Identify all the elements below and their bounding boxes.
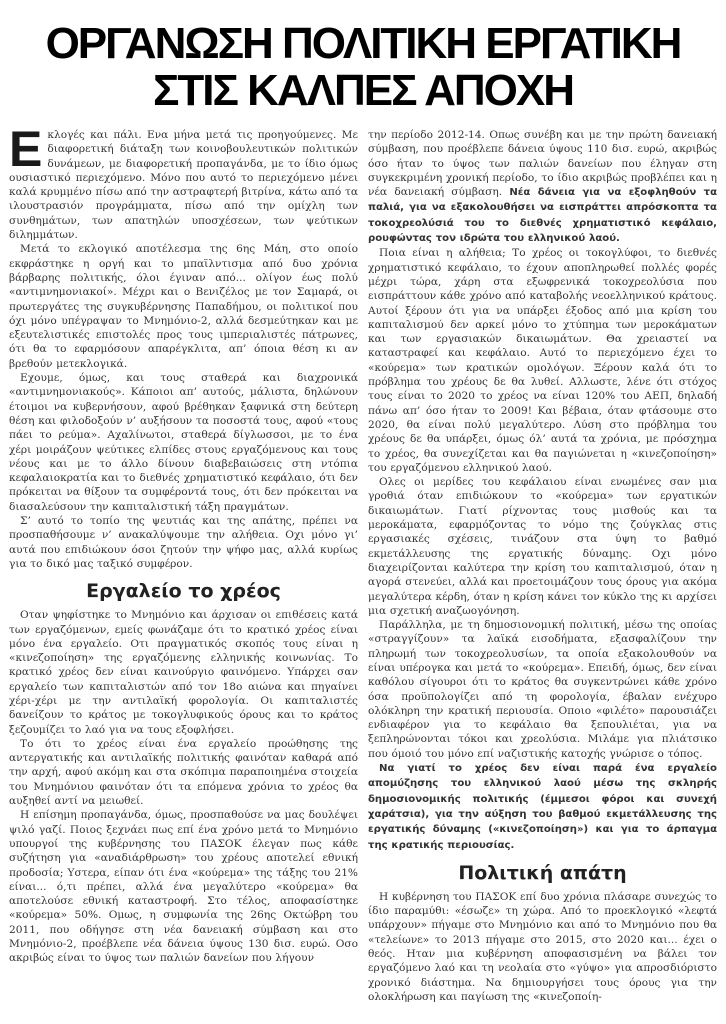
paragraph — [368, 246, 717, 475]
body-text: Το ότι το χρέος είναι ένα εργαλείο προώθησης της αντεργατικής και αντιλαϊκής πολιτικής φαινόταν καθαρά από την αρχή, αφού ακόμη και στα σκόπιμα παραποιημένα στοιχεία του Μνημόνιου φαινόταν ότι τα επόμενα χρόνια το χρέος θα αυξηθεί αντί να μειωθεί. — [9, 737, 358, 808]
paragraph — [368, 890, 717, 1004]
emphasis-text: Να γιατί το χρέος δεν είναι παρά ένα εργαλείο απομύζησης του ελληνικού λαού μέσω της σκληρής δημοσιονομικής πολιτικής (έμμεσοι φόροι και συνεχή χαράτσια), για την αύξηση του βαθμού εκμετάλλευσης της εργατικής δύναμης («κινεζοποίηση») και για το άρπαγμα της κρατικής περιουσίας. — [368, 763, 717, 851]
paragraph — [9, 121, 358, 242]
paragraph — [368, 761, 717, 853]
headline-line-2: ΣΤΙΣ ΚΑΛΠΕΣ ΑΠΟΧΗ — [152, 66, 574, 115]
paragraph — [9, 737, 358, 808]
body-text: κλογές και πάλι. Ενα μήνα μετά τις προηγούμενες. Με διαφορετική διάταξη των κοινοβουλευτικών πολιτικών δυνάμεων, με διαφορετική προπαγάνδα, με το ίδιο όμως ουσιαστικό περιεχόμενο. Μόνο που αυτό το περιεχόμενο μένει καλά κρυμμένο πίσω από την αστραφτερή βιτρίνα, κάτω από τα ιλουστρασιόν προγράμματα, πίσω από την ομίχλη των συνθημάτων, των απατηλών υποσχέσεων, των ψεύτικων διλημμάτων. — [9, 129, 358, 242]
body-text: Μετά το εκλογικό αποτέλεσμα της 6ης Μάη, στο οποίο εκφράστηκε η οργή και το μπαϊλντισμα από δυο χρόνια βάρβαρης πολιτικής, όλοι έγιναν από... ολίγον έως πολύ «αντιμνημονιακοί». Μέχρι και ο Βενιζέλος με τον Σαμαρά, οι πρωτεργάτες της συγκυβέρνησης Παπαδήμου, οι πολιτικοί που όχι μόνο υπέγραψαν το Μνημόνιο-2, αλλά δεσμεύτηκαν και με εξευτελιστικές επιστολές προς τους ιμπεριαλιστές πάτρωνες, ότι θα το εφαρμόσουν απαρέγκλιτα, απ’ όποια θέση κι αν βρεθούν μετεκλογικά. — [9, 243, 358, 370]
article-body — [9, 121, 718, 1004]
body-text: Ποια είναι η αλήθεια; Το χρέος οι τοκογλύφοι, το διεθνές χρηματιστικό κεφάλαιο, το έχουν αποπληρωθεί πολλές φορές μέχρι τώρα, χάρη στα εξωφρενικά τοκοχρεολύσια που εισπράττουν κάθε χρόνο από καταβολής νεοελληνικού κράτους. Αυτοί ξέρουν ότι για να υπάρξει έξοδος από μια κρίση του καπιταλισμού δεν αρκεί μόνο το χτύπημα των μεροκάματων και των εργασιακών δικαιωμάτων. Θα χρειαστεί να καταστραφεί και κεφάλαιο. Αυτό το περιεχόμενο έχει το «κούρεμα» των κρατικών ομολόγων. Ξέρουν καλά ότι το πρόβλημα του χρέους δε θα λυθεί. Αλλωστε, λένε ότι στόχος τους είναι το 2020 το χρέος να είναι 120% του ΑΕΠ, δηλαδή πάνω απ’ όσο ήταν το 2009! Και βέβαια, όταν φτάσουμε στο 2020, θα είναι πολύ μεγαλύτερο. Λύση στο πρόβλημα του χρέους δε θα υπάρξει, όμως όλ’ αυτά τα χρόνια, με πρόσχημα το χρέος, θα συνεχίζεται και θα παγιώνεται η «κινεζοποίηση» του εργαζόμενου ελληνικού λαού. — [368, 247, 717, 474]
body-text: Η επίσημη προπαγάνδα, όμως, προσπαθούσε να μας δουλέψει ψιλό γαζί. Ποιος ξεχνάει πως επί ένα χρόνο μετά το Μνημόνιο υπουργοί της κυβέρνησης του ΠΑΣΟΚ έλεγαν πως κάθε συζήτηση για «αναδιάρθρωση» του χρέους αποτελεί εθνική προδοσία; Υστερα, είπαν ότι ένα «κούρεμα» της τάξης του 21% είναι... ό,τι πρέπει, αλλά ένα μεγαλύτερο «κούρεμα» θα αποτελούσε εθνική καταστροφή. Στο τέλος, αποφασίστηκε «κούρεμα» 50%. Ομως, η συμφωνία της 26ης Οκτώβρη του 2011, που οδήγησε στη νέα δανειακή σύμβαση και στο Μνημόνιο-2, προέβλεπε νέα δάνεια ύψους 130 δισ. ευρώ. Οσο ακριβώς είναι το ύψος των παλιών δανείων που λήγουν — [9, 809, 358, 965]
section-heading: Πολιτική απάτη — [458, 861, 627, 884]
paragraph — [9, 242, 358, 371]
body-text: Η κυβέρνηση του ΠΑΣΟΚ επί δυο χρόνια πλάσαρε συνεχώς το ίδιο παραμύθι: «έσωζε» τη χώρα. Από το προεκλογικό «λεφτά υπάρχουν» πήγαμε στο Μνημόνιο και από το Μνημόνιο που θα «τελείωνε» το 2013 πήγαμε στο 2015, στο 2020 και... έχει ο θεός. Ηταν μια κυβέρνηση αποφασισμένη να βάλει τον εργαζόμενο λαό και τη νεολαία στο «γύψο» για απροσδιόριστο χρονικό διάστημα. Να δημιουργήσει τους όρους για την ολοκλήρωση και παγίωση της «κινεζοποίη- — [368, 890, 717, 1003]
headline — [9, 20, 717, 114]
column-right — [368, 128, 717, 1004]
headline-line-1: ΟΡΓΑΝΩΣΗ ΠΟΛΙΤΙΚΗ ΕΡΓΑΤΙΚΗ — [45, 19, 681, 68]
drop-cap: Ε — [9, 121, 43, 177]
paragraph — [368, 475, 717, 618]
paragraph — [368, 128, 717, 246]
paragraph — [9, 371, 358, 514]
body-text: Παράλληλα, με τη δημοσιονομική πολιτική, μέσω της οποίας «στραγγίζουν» τα λαϊκά εισοδήματα, εξασφαλίζουν την πληρωμή των τοκοχρεολυσίων, τα οποία εξακολουθούν να είναι υπέρογκα και μετά το «κούρεμα». Επειδή, όμως, δεν είναι καθόλου σίγουροι ότι το κράτος θα συγκεντρώνει κάθε χρόνο όσα προϋπολογίζει από τη φορολογία, έβαλαν ενέχυρο ολόκληρη την κρατική περιουσία. Οποιο «φιλέτο» παρουσιάζει ενδιαφέρον για το κεφάλαιο θα ξεπουλιέται, για να ξεπληρώνονται τόκοι και χρεολύσια. Μιλάμε για πλιάτσικο που όμοιό του μόνο επί ναζιστικής κατοχής γνώρισε ο τόπος. — [368, 619, 717, 760]
body-text: Ολες οι μερίδες του κεφάλαιου είναι ενωμένες σαν μια γροθιά όταν επιδιώκουν το «κούρεμα» των εργατικών δικαιωμάτων. Γιατί ρίχνοντας τους μισθούς και τα μεροκάματα, εφαρμόζοντας το νόμο της ζούγκλας στις εργασιακές σχέσεις, τινάζουν στα ύψη το βαθμό εκμετάλλευσης της εργατικής δύναμης. Οχι μόνο διαχειρίζονται καλύτερα την κρίση του καπιταλισμού, όταν η αγορά στενεύει, αλλά και προετοιμάζουν τους όρους για ακόμα μεγαλύτερα κέρδη, όταν η κρίση κάνει τον κύκλο της κι αρχίσει μια σχετική αναζωογόνηση. — [368, 476, 717, 617]
column-left — [9, 121, 358, 966]
paragraph — [9, 514, 358, 571]
body-text: Οταν ψηφίστηκε το Μνημόνιο και άρχισαν οι επιθέσεις κατά των εργαζόμενων, εμείς φωνάζαμε ότι το κρατικό χρέος είναι μόνο ένα εργαλείο. Οτι πραγματικός σκοπός τους είναι η «κινεζοποίηση» της εργαζόμενης ελληνικής κοινωνίας. Το κρατικό χρέος δεν είναι καινούργιο φαινόμενο. Υπάρχει σαν εργαλείο των καπιταλιστών από τον 18ο αιώνα και πηγαίνει χέρι-χέρι με την αντιλαϊκή φορολογία. Οι καπιταλιστές δανείζουν το κράτος με τοκογλυφικούς όρους και το κράτος ξεζουμίζει το λαό για να τους εξοφλήσει. — [9, 609, 358, 736]
emphasis-text: Νέα δάνεια για να εξοφληθούν τα παλιά, για να εξακολουθήσει να εισπράττει απρόσκοπτα τα τοκοχρεολύσιά του το διεθνές χρηματιστικό κεφάλαιο, ρουφώντας τον ιδρώτα του ελληνικού λαού. — [368, 187, 718, 245]
body-text: Σ’ αυτό το τοπίο της ψευτιάς και της απάτης, πρέπει να προσπαθήσουμε ν’ ανακαλύψουμε την αλήθεια. Οχι μόνο γι’ αυτά που επιδιώκουν όσοι ζητούν την ψήφο μας, αλλά κυρίως για το δικό μας ταξικό συμφέρον. — [9, 515, 358, 570]
paragraph — [368, 618, 717, 761]
body-text: Εχουμε, όμως, και τους σταθερά και διαχρονικά «αντιμνημονιακούς». Κάποιοι απ’ αυτούς, μάλιστα, δηλώνουν έτοιμοι να κυβερνήσουν, αφού βρέθηκαν ξαφνικά στη δεύτερη θέση και φιλοδοξούν ν’ αυξήσουν τα ποσοστά τους, αφού «τους πάει το ρεύμα». Αχαλίνωτοι, σταθερά δίγλωσσοι, με το ένα χέρι μοιράζουν ψεύτικες ελπίδες στους εργαζόμενους και τους νέους και με το άλλο δίνουν διαβεβαιώσεις στη ντόπια κεφαλαιοκρατία και το διεθνές χρηματιστικό κεφάλαιο, ότι δεν πρόκειται να θίξουν τα συμφέροντά τους, ότι δεν πρόκειται να διασαλεύσουν την καπιταλιστική τάξη πραγμάτων. — [9, 372, 358, 513]
section-heading: Εργαλείο το χρέος — [86, 580, 281, 603]
paragraph — [9, 808, 358, 965]
body-text: την περίοδο 2012-14. Οπως συνέβη και με την πρώτη δανειακή σύμβαση, που προέβλεπε δάνεια ύψους 110 δισ. ευρώ, ακριβώς όσο ήταν το ύψος των παλιών δανείων που έληγαν στη συγκεκριμένη χρονική περίοδο, το ίδιο ακριβώς προβλέπει και η νέα δανειακή σύμβαση. — [368, 129, 717, 199]
paragraph — [9, 608, 358, 737]
